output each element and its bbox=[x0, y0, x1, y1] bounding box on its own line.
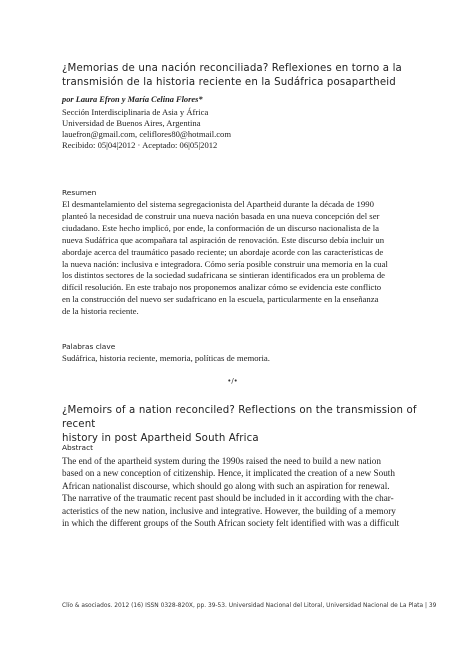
resumen-line: los distintos sectores de la sociedad sudafricana se sintieran identificados era un problema de bbox=[62, 270, 386, 281]
affiliation-section: Sección Interdisciplinaria de Asia y África bbox=[62, 107, 209, 117]
resumen-line: planteó la necesidad de construir una nueva nación basada en una nueva concepción del ser bbox=[62, 210, 380, 221]
abstract-line: based on a new conception of citizenship. Hence, it implicated the creation of a new South bbox=[62, 468, 395, 479]
abstract-line: in which the different groups of the South African society felt identified with was a difficult bbox=[62, 518, 400, 529]
spanish-title-line: transmisión de la historia reciente en la Sudáfrica posapartheid bbox=[62, 77, 396, 88]
resumen-line: de la historia reciente. bbox=[62, 306, 139, 317]
resumen-line: difícil resolución. En este trabajo nos proponemos analizar cómo se evidencia este conflicto bbox=[62, 282, 382, 293]
abstract-heading: Abstract bbox=[62, 443, 94, 452]
spanish-title-line: ¿Memorias de una nación reconciliada? Reflexiones en torno a la bbox=[62, 63, 402, 74]
abstract-line: African nationalist discourse, which should go along with such an aspiration for renewal. bbox=[62, 480, 390, 491]
author-emails: lauefron@gmail.com, celiflores80@hotmail.com bbox=[62, 129, 232, 140]
abstract-line: acteristics of the new nation, inclusive and integrative. However, the building of a memory bbox=[62, 505, 396, 516]
palabras-clave-heading: Palabras clave bbox=[62, 342, 116, 351]
resumen-line: abordaje acerca del traumático pasado reciente; un abordaje acorde con las características de bbox=[62, 246, 384, 257]
abstract-line: The narrative of the traumatic recent past should be included in it according with the char- bbox=[62, 493, 394, 504]
resumen-heading: Resumen bbox=[62, 188, 97, 197]
abstract-line: The end of the apartheid system during the 1990s raised the need to build a new nation bbox=[62, 456, 381, 466]
resumen-line: ciudadano. Este hecho implicó, por ende, la conformación de un discurso nacionalista de la bbox=[62, 222, 379, 233]
english-title bbox=[62, 404, 422, 446]
english-title-line: history in post Apartheid South Africa bbox=[62, 433, 259, 444]
authors: por Laura Efron y María Celina Flores* bbox=[62, 95, 203, 104]
resumen-line: en la construcción del nuevo ser sudafricano en la escuela, particularmente en la enseñanza bbox=[62, 294, 379, 305]
spanish-title bbox=[62, 62, 412, 90]
received-accepted-dates: Recibido: 05|04|2012 · Aceptado: 06|05|2012 bbox=[62, 140, 218, 151]
resumen-line: la nueva nación: inclusiva e integradora. Cómo sería posible construir una memoria en la cual bbox=[62, 258, 388, 269]
resumen-paragraph bbox=[62, 199, 410, 318]
resumen-line: El desmantelamiento del sistema segregacionista del Apartheid durante la década de 1990 bbox=[62, 199, 374, 209]
affiliation-block bbox=[62, 107, 412, 151]
resumen-line: nueva Sudáfrica que acompañara tal aspiración de renovación. Este discurso debía incluir un bbox=[62, 234, 385, 245]
abstract-paragraph bbox=[62, 455, 412, 529]
journal-footer: Clío & asociados. 2012 (16) ISSN 0328-820X, pp. 39-53. Universidad Nacional del Litoral, Universidad Nacional de La Plata | 39 bbox=[62, 603, 437, 609]
english-title-line: ¿Memoirs of a nation reconciled? Reflections on the transmission of recent bbox=[62, 405, 417, 430]
palabras-clave-text: Sudáfrica, historia reciente, memoria, políticas de memoria. bbox=[62, 353, 270, 363]
affiliation-university: Universidad de Buenos Aires, Argentina bbox=[62, 118, 201, 129]
section-separator: •/• bbox=[227, 377, 238, 385]
